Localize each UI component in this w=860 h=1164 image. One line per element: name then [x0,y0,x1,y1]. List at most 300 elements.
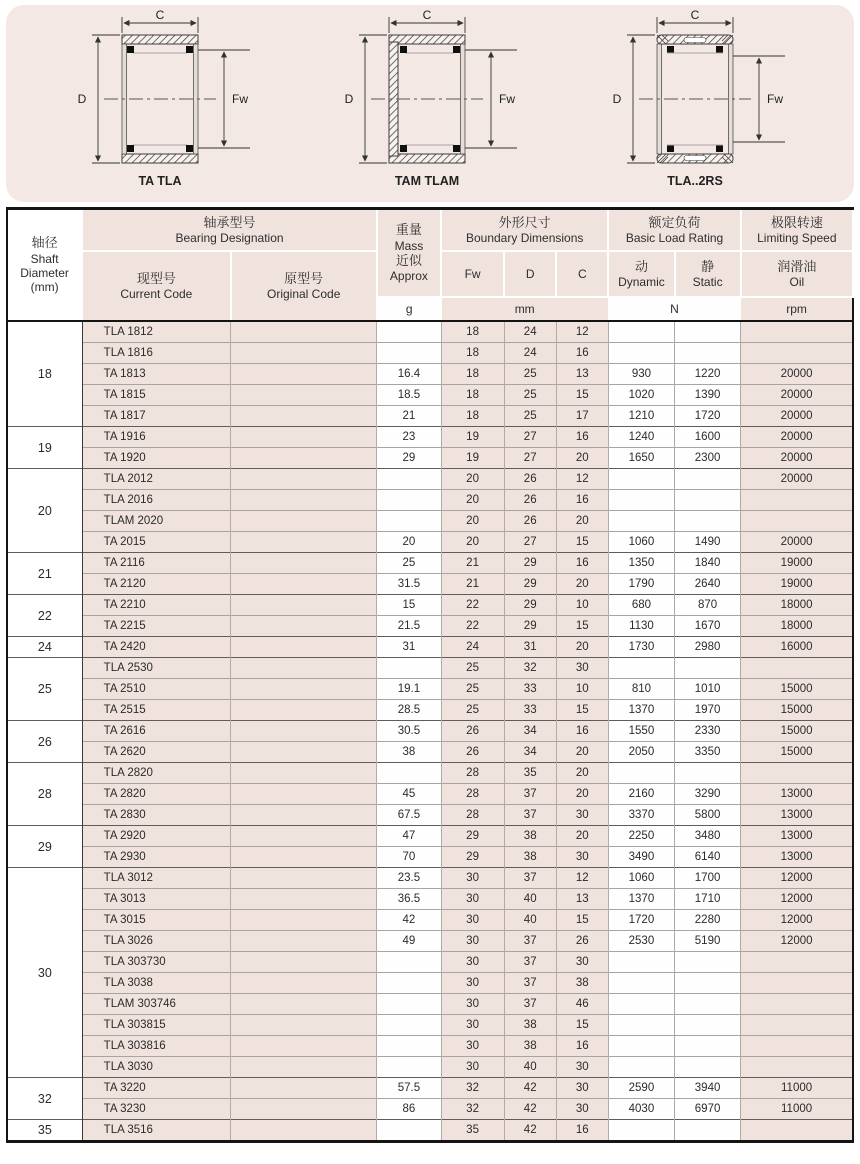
c-cell: 30 [556,1078,608,1099]
col-header-oil: 润滑油 Oil [741,251,853,297]
table-row [7,658,853,679]
table-row [7,910,853,931]
original-code-cell [231,448,377,469]
col-header-fw: Fw [441,251,504,297]
current-code-cell: TA 2510 [82,679,230,700]
fw-cell: 30 [441,952,504,973]
oil-speed-cell: 20000 [741,532,853,553]
d-cell: 38 [504,1015,556,1036]
c-cell: 30 [556,1057,608,1078]
table-row [7,826,853,847]
shaft-diameter-cell: 21 [7,553,82,595]
static-load-cell: 5190 [675,931,741,952]
shaft-diameter-cell: 28 [7,763,82,826]
fw-cell: 28 [441,784,504,805]
col-header-mass: 重量 Mass 近似 Approx [377,209,441,298]
d-cell: 37 [504,868,556,889]
fw-cell: 25 [441,658,504,679]
c-cell: 20 [556,637,608,658]
dynamic-load-cell: 2050 [608,742,674,763]
table-row [7,385,853,406]
dim-label-d: D [612,92,621,106]
current-code-cell: TA 1916 [82,427,230,448]
d-cell: 38 [504,1036,556,1057]
table-row [7,889,853,910]
oil-speed-cell [741,658,853,679]
current-code-cell: TLA 3038 [82,973,230,994]
static-load-cell: 1970 [675,700,741,721]
c-cell: 30 [556,952,608,973]
mass-cell: 19.1 [377,679,441,700]
d-cell: 32 [504,658,556,679]
fw-cell: 19 [441,448,504,469]
mass-cell: 16.4 [377,364,441,385]
current-code-cell: TA 2120 [82,574,230,595]
mass-cell [377,490,441,511]
unit-rpm: rpm [741,297,853,321]
col-header-shaft-diameter: 轴径 Shaft Diameter (mm) [7,209,82,322]
dynamic-load-cell [608,1057,674,1078]
dim-label-fw: Fw [499,92,515,106]
d-cell: 42 [504,1078,556,1099]
oil-speed-cell: 15000 [741,721,853,742]
static-load-cell [675,952,741,973]
d-cell: 37 [504,931,556,952]
current-code-cell: TLA 3026 [82,931,230,952]
oil-speed-cell: 18000 [741,595,853,616]
d-cell: 40 [504,1057,556,1078]
dynamic-load-cell: 2160 [608,784,674,805]
oil-speed-cell: 12000 [741,868,853,889]
oil-speed-cell: 20000 [741,427,853,448]
original-code-cell [231,910,377,931]
d-cell: 40 [504,889,556,910]
fw-cell: 18 [441,385,504,406]
original-code-cell [231,973,377,994]
static-load-cell: 2300 [675,448,741,469]
static-load-cell [675,1057,741,1078]
static-load-cell: 3940 [675,1078,741,1099]
original-code-cell [231,1120,377,1142]
d-cell: 37 [504,784,556,805]
original-code-cell [231,553,377,574]
unit-newton: N [608,297,740,321]
col-header-static: 静 Static [675,251,741,297]
d-cell: 33 [504,679,556,700]
bearing-diagram-ta-tla [52,9,274,197]
original-code-cell [231,343,377,364]
static-load-cell: 1600 [675,427,741,448]
static-load-cell [675,1036,741,1057]
c-cell: 26 [556,931,608,952]
table-row [7,1120,853,1142]
table-row [7,721,853,742]
mass-cell [377,469,441,490]
dynamic-load-cell: 1060 [608,868,674,889]
fw-cell: 30 [441,1015,504,1036]
d-cell: 27 [504,448,556,469]
fw-cell: 35 [441,1120,504,1142]
current-code-cell: TLA 303815 [82,1015,230,1036]
oil-speed-cell: 20000 [741,448,853,469]
dim-label-d: D [344,92,354,106]
dim-label-fw: Fw [231,92,248,106]
oil-speed-cell: 15000 [741,700,853,721]
col-header-basic-load-rating: 额定负荷 Basic Load Rating [608,209,740,252]
c-cell: 20 [556,448,608,469]
oil-speed-cell [741,1036,853,1057]
d-cell: 31 [504,637,556,658]
oil-speed-cell: 20000 [741,469,853,490]
dynamic-load-cell: 4030 [608,1099,674,1120]
c-cell: 12 [556,321,608,343]
diagram-caption: TAM TLAM [394,174,460,188]
d-cell: 40 [504,910,556,931]
original-code-cell [231,364,377,385]
d-cell: 37 [504,994,556,1015]
col-header-dynamic: 动 Dynamic [608,251,674,297]
table-row [7,427,853,448]
c-cell: 15 [556,700,608,721]
mass-cell: 38 [377,742,441,763]
original-code-cell [231,826,377,847]
dynamic-load-cell [608,1015,674,1036]
mass-cell [377,952,441,973]
original-code-cell [231,1036,377,1057]
fw-cell: 25 [441,700,504,721]
static-load-cell: 1220 [675,364,741,385]
table-row [7,679,853,700]
shaft-diameter-cell: 35 [7,1120,82,1142]
mass-cell: 31.5 [377,574,441,595]
dynamic-load-cell [608,511,674,532]
original-code-cell [231,1057,377,1078]
shaft-diameter-cell: 26 [7,721,82,763]
oil-speed-cell [741,952,853,973]
fw-cell: 18 [441,321,504,343]
dynamic-load-cell: 680 [608,595,674,616]
fw-cell: 30 [441,931,504,952]
oil-speed-cell: 18000 [741,616,853,637]
dynamic-load-cell [608,658,674,679]
mass-cell: 42 [377,910,441,931]
dynamic-load-cell [608,994,674,1015]
fw-cell: 22 [441,595,504,616]
dynamic-load-cell: 2590 [608,1078,674,1099]
current-code-cell: TLA 2530 [82,658,230,679]
mass-cell: 36.5 [377,889,441,910]
col-header-limiting-speed: 极限转速 Limiting Speed [741,209,853,252]
fw-cell: 20 [441,490,504,511]
original-code-cell [231,784,377,805]
dynamic-load-cell: 1240 [608,427,674,448]
table-row [7,1015,853,1036]
static-load-cell: 2980 [675,637,741,658]
col-header-c: C [556,251,608,297]
table-row [7,1036,853,1057]
fw-cell: 26 [441,742,504,763]
oil-speed-cell: 12000 [741,889,853,910]
c-cell: 20 [556,574,608,595]
c-cell: 46 [556,994,608,1015]
current-code-cell: TLA 303730 [82,952,230,973]
fw-cell: 20 [441,511,504,532]
static-load-cell: 1490 [675,532,741,553]
d-cell: 27 [504,532,556,553]
table-row [7,511,853,532]
oil-speed-cell [741,973,853,994]
fw-cell: 30 [441,868,504,889]
current-code-cell: TA 2015 [82,532,230,553]
fw-cell: 18 [441,343,504,364]
original-code-cell [231,868,377,889]
table-row [7,994,853,1015]
dynamic-load-cell [608,973,674,994]
c-cell: 30 [556,658,608,679]
c-cell: 15 [556,910,608,931]
original-code-cell [231,994,377,1015]
c-cell: 30 [556,847,608,868]
table-row [7,1057,853,1078]
static-load-cell: 3480 [675,826,741,847]
fw-cell: 22 [441,616,504,637]
static-load-cell [675,973,741,994]
static-load-cell [675,658,741,679]
mass-cell [377,1015,441,1036]
static-load-cell [675,1120,741,1142]
unit-grams: g [377,297,441,321]
dim-label-c: C [155,9,164,22]
mass-cell: 49 [377,931,441,952]
oil-speed-cell [741,763,853,784]
mass-cell: 15 [377,595,441,616]
current-code-cell: TA 1815 [82,385,230,406]
original-code-cell [231,574,377,595]
static-load-cell: 3350 [675,742,741,763]
current-code-cell: TA 2930 [82,847,230,868]
mass-cell: 21.5 [377,616,441,637]
dynamic-load-cell: 2530 [608,931,674,952]
table-row [7,343,853,364]
c-cell: 16 [556,343,608,364]
d-cell: 29 [504,553,556,574]
mass-cell: 86 [377,1099,441,1120]
shaft-diameter-cell: 20 [7,469,82,553]
table-row [7,469,853,490]
original-code-cell [231,616,377,637]
original-code-cell [231,637,377,658]
mass-cell [377,658,441,679]
original-code-cell [231,469,377,490]
table-row [7,952,853,973]
current-code-cell: TA 2210 [82,595,230,616]
c-cell: 20 [556,826,608,847]
unit-mm: mm [441,297,608,321]
current-code-cell: TLA 3012 [82,868,230,889]
mass-cell: 30.5 [377,721,441,742]
fw-cell: 18 [441,406,504,427]
current-code-cell: TA 1920 [82,448,230,469]
mass-cell: 67.5 [377,805,441,826]
mass-cell: 21 [377,406,441,427]
original-code-cell [231,742,377,763]
d-cell: 25 [504,385,556,406]
current-code-cell: TLA 2820 [82,763,230,784]
fw-cell: 30 [441,910,504,931]
static-load-cell: 1720 [675,406,741,427]
static-load-cell [675,994,741,1015]
static-load-cell [675,511,741,532]
c-cell: 20 [556,742,608,763]
c-cell: 13 [556,889,608,910]
dynamic-load-cell [608,343,674,364]
static-load-cell: 1840 [675,553,741,574]
static-load-cell: 870 [675,595,741,616]
oil-speed-cell: 20000 [741,364,853,385]
header-row-groups [7,209,853,252]
static-load-cell: 5800 [675,805,741,826]
d-cell: 24 [504,343,556,364]
dynamic-load-cell: 810 [608,679,674,700]
dim-label-d: D [77,92,86,106]
shaft-diameter-cell: 19 [7,427,82,469]
oil-speed-cell: 13000 [741,847,853,868]
oil-speed-cell: 19000 [741,574,853,595]
c-cell: 20 [556,511,608,532]
c-cell: 16 [556,427,608,448]
d-cell: 24 [504,321,556,343]
dynamic-load-cell [608,469,674,490]
current-code-cell: TLAM 303746 [82,994,230,1015]
c-cell: 17 [556,406,608,427]
dynamic-load-cell: 1350 [608,553,674,574]
current-code-cell: TLA 3030 [82,1057,230,1078]
d-cell: 33 [504,700,556,721]
oil-speed-cell [741,511,853,532]
dynamic-load-cell: 1370 [608,700,674,721]
col-header-designation: 轴承型号 Bearing Designation [82,209,377,252]
original-code-cell [231,427,377,448]
dynamic-load-cell [608,1120,674,1142]
fw-cell: 30 [441,994,504,1015]
d-cell: 37 [504,973,556,994]
oil-speed-cell: 19000 [741,553,853,574]
d-cell: 26 [504,511,556,532]
c-cell: 16 [556,553,608,574]
col-header-d: D [504,251,556,297]
dynamic-load-cell: 3490 [608,847,674,868]
dynamic-load-cell [608,763,674,784]
table-row [7,742,853,763]
table-row [7,973,853,994]
dynamic-load-cell: 1210 [608,406,674,427]
oil-speed-cell: 13000 [741,805,853,826]
current-code-cell: TA 3230 [82,1099,230,1120]
current-code-cell: TA 3015 [82,910,230,931]
static-load-cell: 2640 [675,574,741,595]
table-row [7,321,853,343]
d-cell: 29 [504,595,556,616]
fw-cell: 30 [441,1036,504,1057]
original-code-cell [231,385,377,406]
table-row [7,1078,853,1099]
original-code-cell [231,595,377,616]
d-cell: 42 [504,1099,556,1120]
fw-cell: 24 [441,637,504,658]
static-load-cell [675,490,741,511]
dynamic-load-cell: 1130 [608,616,674,637]
static-load-cell: 2330 [675,721,741,742]
mass-cell: 23 [377,427,441,448]
d-cell: 42 [504,1120,556,1142]
c-cell: 15 [556,532,608,553]
mass-cell [377,1036,441,1057]
original-code-cell [231,532,377,553]
table-row [7,868,853,889]
dynamic-load-cell: 1650 [608,448,674,469]
original-code-cell [231,763,377,784]
static-load-cell [675,321,741,343]
dynamic-load-cell [608,321,674,343]
dynamic-load-cell [608,952,674,973]
d-cell: 25 [504,364,556,385]
d-cell: 37 [504,805,556,826]
original-code-cell [231,1099,377,1120]
oil-speed-cell: 15000 [741,679,853,700]
table-body [7,321,853,1142]
dynamic-load-cell: 1370 [608,889,674,910]
current-code-cell: TA 3220 [82,1078,230,1099]
fw-cell: 25 [441,679,504,700]
oil-speed-cell [741,1015,853,1036]
current-code-cell: TA 2215 [82,616,230,637]
current-code-cell: TA 2420 [82,637,230,658]
oil-speed-cell [741,1057,853,1078]
oil-speed-cell: 20000 [741,406,853,427]
mass-cell: 28.5 [377,700,441,721]
oil-speed-cell: 15000 [741,742,853,763]
c-cell: 30 [556,1099,608,1120]
c-cell: 16 [556,1036,608,1057]
dynamic-load-cell: 3370 [608,805,674,826]
shaft-diameter-cell: 29 [7,826,82,868]
fw-cell: 21 [441,553,504,574]
c-cell: 20 [556,763,608,784]
mass-cell: 20 [377,532,441,553]
table-row [7,805,853,826]
original-code-cell [231,721,377,742]
original-code-cell [231,1015,377,1036]
c-cell: 38 [556,973,608,994]
dynamic-load-cell: 1790 [608,574,674,595]
d-cell: 26 [504,490,556,511]
bearing-diagram-tla-2rs [587,9,809,197]
c-cell: 30 [556,805,608,826]
mass-cell: 57.5 [377,1078,441,1099]
dim-label-c: C [690,9,699,22]
c-cell: 10 [556,679,608,700]
oil-speed-cell: 12000 [741,910,853,931]
dynamic-load-cell: 1020 [608,385,674,406]
dim-label-fw: Fw [766,92,783,106]
oil-speed-cell: 13000 [741,826,853,847]
dynamic-load-cell [608,490,674,511]
oil-speed-cell [741,994,853,1015]
original-code-cell [231,1078,377,1099]
fw-cell: 32 [441,1078,504,1099]
col-header-boundary-dimensions: 外形尺寸 Boundary Dimensions [441,209,608,252]
diagram-caption: TA TLA [137,174,182,188]
